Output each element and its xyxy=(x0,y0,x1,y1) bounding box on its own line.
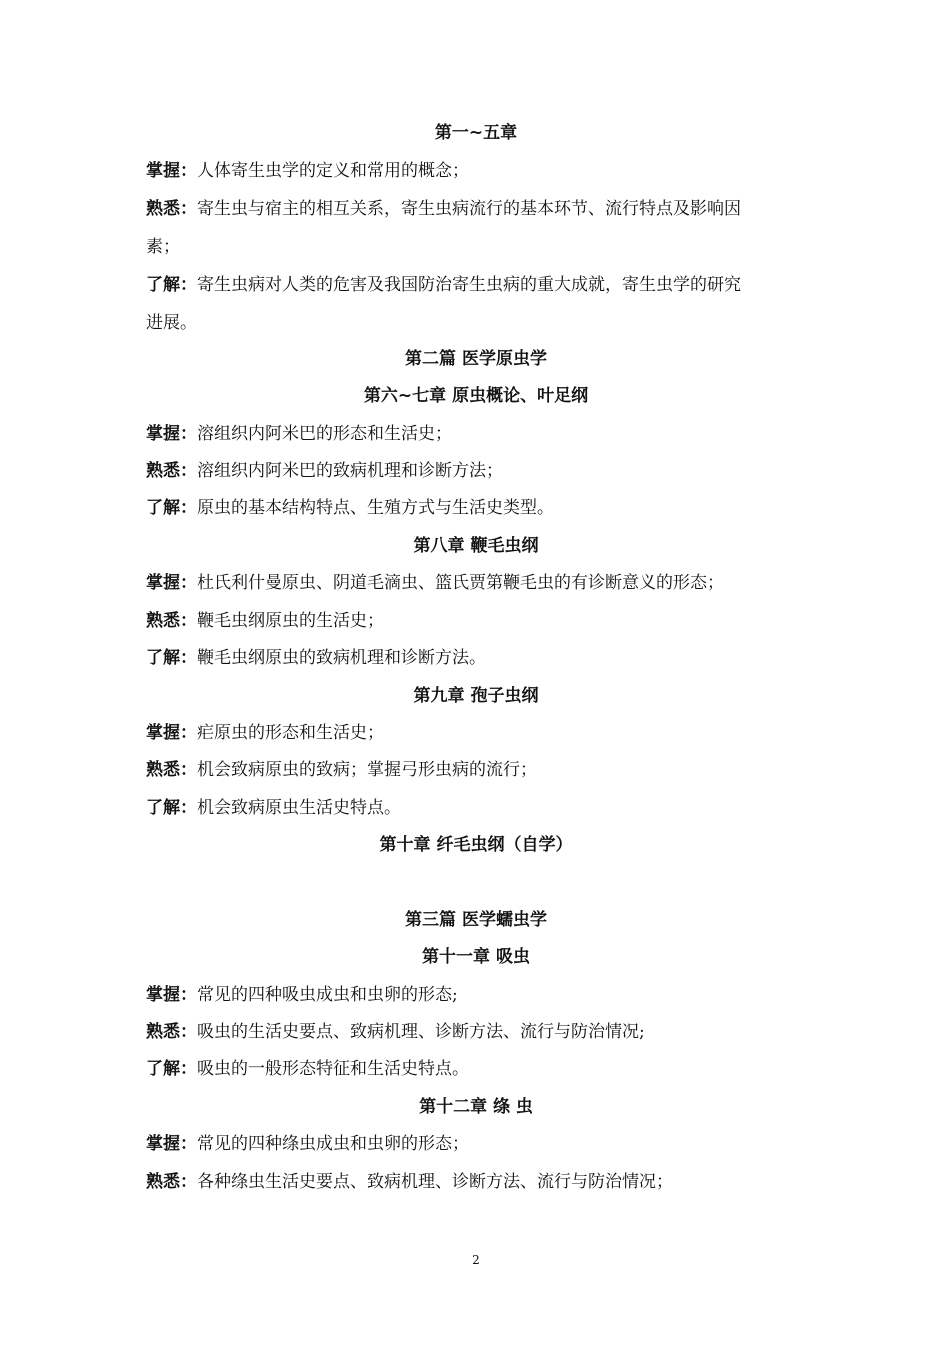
label-master: 掌握： xyxy=(146,161,197,181)
paragraph xyxy=(146,422,814,446)
paragraph-text: 疟原虫的形态和生活史； xyxy=(197,723,384,743)
label-familiar: 熟悉： xyxy=(146,199,197,219)
chapter-heading: 第九章 孢子虫纲 xyxy=(413,686,539,706)
paragraph xyxy=(146,796,814,820)
paragraph-text: 常见的四种绦虫成虫和虫卵的形态； xyxy=(197,1134,469,1154)
part-heading: 第三篇 医学蠕虫学 xyxy=(405,910,547,930)
chapter-heading: 第十二章 绦 虫 xyxy=(419,1097,533,1117)
paragraph xyxy=(146,159,814,183)
chapter-heading: 第一~五章 xyxy=(434,123,518,143)
paragraph-text: 鞭毛虫纲原虫的致病机理和诊断方法。 xyxy=(197,648,486,668)
paragraph xyxy=(146,571,814,595)
paragraph-text: 各种绦虫生活史要点、致病机理、诊断方法、流行与防治情况； xyxy=(197,1172,673,1192)
label-familiar: 熟悉： xyxy=(146,461,197,481)
label-understand: 了解： xyxy=(146,648,197,668)
paragraph-text: 人体寄生虫学的定义和常用的概念； xyxy=(197,161,469,181)
paragraph xyxy=(146,459,814,483)
paragraph xyxy=(146,646,814,670)
label-master: 掌握： xyxy=(146,723,197,743)
paragraph-continuation: 素； xyxy=(146,237,180,257)
chapter-heading: 第十章 纤毛虫纲（自学） xyxy=(379,835,573,855)
label-familiar: 熟悉： xyxy=(146,1172,197,1192)
paragraph-text: 吸虫的生活史要点、致病机理、诊断方法、流行与防治情况; xyxy=(197,1022,645,1042)
paragraph-text: 机会致病原虫的致病；掌握弓形虫病的流行； xyxy=(197,760,537,780)
paragraph xyxy=(146,1170,814,1194)
label-master: 掌握： xyxy=(146,985,197,1005)
label-familiar: 熟悉： xyxy=(146,611,197,631)
label-understand: 了解： xyxy=(146,498,197,518)
paragraph-text: 寄生虫病对人类的危害及我国防治寄生虫病的重大成就，寄生虫学的研究 xyxy=(197,275,741,295)
paragraph-text: 杜氏利什曼原虫、阴道毛滴虫、篮氏贾第鞭毛虫的有诊断意义的形态； xyxy=(197,573,724,593)
paragraph xyxy=(146,721,814,745)
paragraph-text: 吸虫的一般形态特征和生活史特点。 xyxy=(197,1059,469,1079)
paragraph xyxy=(146,1057,814,1081)
label-master: 掌握： xyxy=(146,424,197,444)
label-master: 掌握： xyxy=(146,573,197,593)
chapter-heading: 第六~七章 原虫概论、叶足纲 xyxy=(363,386,589,406)
label-understand: 了解： xyxy=(146,798,197,818)
label-understand: 了解： xyxy=(146,1059,197,1079)
paragraph xyxy=(146,197,814,221)
page-number: 2 xyxy=(472,1253,480,1267)
paragraph-text: 常见的四种吸虫成虫和虫卵的形态; xyxy=(197,985,458,1005)
paragraph-text: 原虫的基本结构特点、生殖方式与生活史类型。 xyxy=(197,498,554,518)
paragraph-text: 溶组织内阿米巴的形态和生活史； xyxy=(197,424,452,444)
part-heading: 第二篇 医学原虫学 xyxy=(405,349,547,369)
label-master: 掌握： xyxy=(146,1134,197,1154)
paragraph xyxy=(146,758,814,782)
paragraph-continuation: 进展。 xyxy=(146,313,197,333)
label-understand: 了解： xyxy=(146,275,197,295)
paragraph-text: 机会致病原虫生活史特点。 xyxy=(197,798,401,818)
paragraph xyxy=(146,983,814,1007)
paragraph xyxy=(146,496,814,520)
paragraph xyxy=(146,609,814,633)
paragraph xyxy=(146,1020,814,1044)
chapter-heading: 第八章 鞭毛虫纲 xyxy=(413,536,539,556)
chapter-heading: 第十一章 吸虫 xyxy=(422,947,530,967)
label-familiar: 熟悉： xyxy=(146,760,197,780)
paragraph xyxy=(146,273,814,297)
label-familiar: 熟悉： xyxy=(146,1022,197,1042)
paragraph-text: 寄生虫与宿主的相互关系，寄生虫病流行的基本环节、流行特点及影响因 xyxy=(197,199,741,219)
paragraph-text: 鞭毛虫纲原虫的生活史； xyxy=(197,611,384,631)
paragraph-text: 溶组织内阿米巴的致病机理和诊断方法； xyxy=(197,461,503,481)
paragraph xyxy=(146,1132,814,1156)
